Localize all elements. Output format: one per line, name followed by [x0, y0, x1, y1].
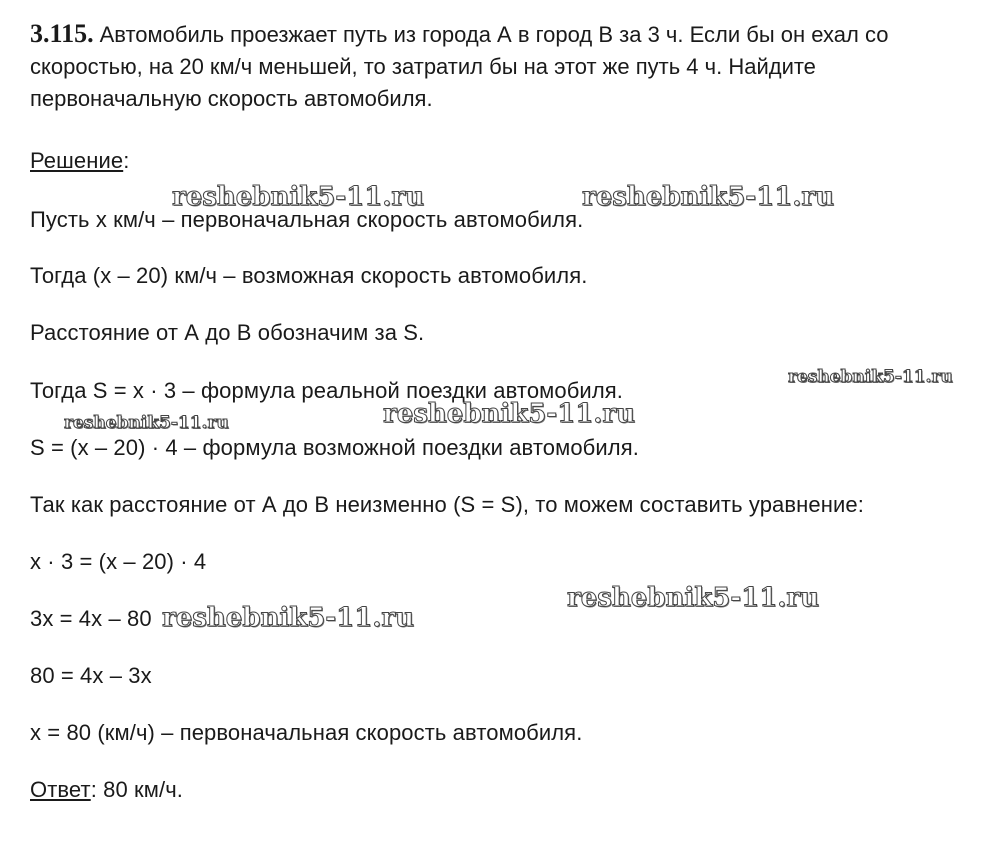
answer-label: Ответ — [30, 777, 91, 802]
watermark: reshebnik5-11.ru — [383, 399, 636, 429]
solution-line: Тогда (х – 20) км/ч – возможная скорость автомобиля. — [30, 263, 588, 288]
solution-heading — [30, 146, 129, 176]
solution-line: х = 80 (км/ч) – первоначальная скорость автомобиля. — [30, 720, 583, 745]
answer-line — [30, 775, 183, 805]
problem-text: Автомобиль проезжает путь из города А в город В за 3 ч. Если бы он ехал со скоростью, на 20 км/ч меньшей, то затратил бы на этот же путь 4 ч. Найдите первоначальную скорость автомобиля. — [30, 22, 889, 111]
watermark: reshebnik5-11.ru — [582, 182, 835, 212]
equation-line: х · 3 = (х – 20) · 4 — [30, 549, 207, 574]
problem-statement — [30, 18, 990, 115]
watermark: reshebnik5-11.ru — [567, 583, 820, 613]
solution-line: Пусть х км/ч – первоначальная скорость автомобиля. — [30, 207, 584, 232]
solution-line: Расстояние от А до В обозначим за S. — [30, 320, 425, 345]
solution-line: Так как расстояние от А до В неизменно (S = S), то можем составить уравнение: — [30, 492, 864, 517]
solution-line: S = (х – 20) · 4 – формула возможной поездки автомобиля. — [30, 435, 639, 460]
equation-line: 80 = 4х – 3х — [30, 663, 152, 688]
solution-heading-label: Решение — [30, 148, 124, 173]
answer-text: : 80 км/ч. — [90, 777, 183, 802]
watermark: reshebnik5-11.ru — [162, 603, 415, 633]
equation-line: 3х = 4х – 80 — [30, 606, 152, 631]
watermark: reshebnik5-11.ru — [64, 413, 229, 433]
watermark: reshebnik5-11.ru — [788, 367, 953, 387]
problem-number: 3.115. — [30, 19, 94, 48]
solution-heading-colon: : — [123, 148, 130, 173]
solution-line: Тогда S = х · 3 – формула реальной поездки автомобиля. — [30, 378, 623, 403]
watermark: reshebnik5-11.ru — [172, 182, 425, 212]
